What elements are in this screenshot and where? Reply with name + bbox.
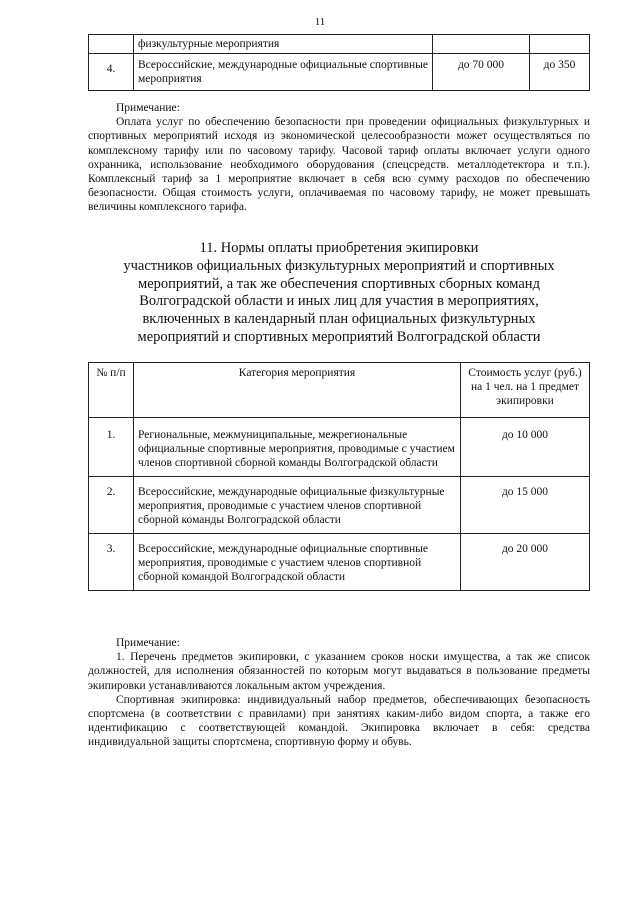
table-row [89, 418, 590, 477]
header-number: № п/п [89, 363, 134, 418]
price: до 20 000 [461, 534, 590, 591]
note-paragraph: Спортивная экипировка: индивидуальный набор предметов, обеспечивающих безопасность спортсмена (в соответствии с правилами) при занятиях каким-либо видом спорта, а также его идентификацию с соответствующей командой. Экипировка включает в себя: средства индивидуальной защиты спортсмена, спортивную форму и обувь. [88, 693, 590, 749]
complex-tariff [433, 35, 530, 54]
row-number [89, 35, 134, 54]
equipment-norms-table [88, 362, 590, 591]
note-paragraph: 1. Перечень предметов экипировки, с указанием сроков носки имущества, а так же список должностей, для исполнения обязанностей по которым могут выдаваться в пользование предметы экипировки устанавливаются локальным актом учреждения. [88, 651, 590, 692]
table-header-row [89, 363, 590, 418]
title-line: участников официальных физкультурных мероприятий и спортивных [123, 257, 555, 274]
hourly-tariff [530, 35, 590, 54]
table-row [89, 534, 590, 591]
title-line: 11. Нормы оплаты приобретения экипировки [199, 240, 479, 256]
note-label: Примечание: [116, 637, 180, 649]
page-number: 11 [314, 16, 326, 28]
table-row [89, 54, 590, 91]
header-price: Стоимость услуг (руб.) на 1 чел. на 1 предмет экипировки [461, 363, 590, 418]
row-number: 4. [89, 54, 134, 91]
price: до 15 000 [461, 477, 590, 534]
event-category: Всероссийские, международные официальные спортивные мероприятия [134, 54, 433, 91]
hourly-tariff: до 350 [530, 54, 590, 91]
security-fees-table-continued [88, 34, 590, 91]
note-2 [88, 636, 590, 750]
title-line: Волгоградской области и иных лиц для участия в мероприятиях, [139, 293, 539, 310]
note-text: Оплата услуг по обеспечению безопасности при проведении официальных физкультурных и спортивных мероприятий исходя из экономической целесообразности может осуществляться по комплексному тарифу или по часовому тарифу. Часовой тариф оплаты включает услуги одного охранника, использование необходимого оборудования (спецсредств. металлодетектора и т.п.). Комплексный тариф за 1 мероприятие включает в себя всю сумму расходов по обеспечению безопасности. Общая стоимость услуги, оплачиваемая по часовому тарифу, не может превышать величины комплексного тарифа. [88, 116, 590, 214]
title-line: мероприятий и спортивных мероприятий Волгоградской области [137, 328, 541, 345]
event-category: физкультурные мероприятия [134, 35, 433, 54]
section-title [88, 240, 590, 347]
note-1 [88, 101, 590, 215]
header-category: Категория мероприятия [134, 363, 461, 418]
table-row [89, 35, 590, 54]
note-label: Примечание: [116, 102, 180, 114]
row-number: 1. [89, 418, 134, 477]
row-number: 2. [89, 477, 134, 534]
table-row [89, 477, 590, 534]
event-category: Всероссийские, международные официальные спортивные мероприятия, проводимые с участием членов спортивной сборной командой Волгоградской области [134, 534, 461, 591]
event-category: Всероссийские, международные официальные физкультурные мероприятия, проводимые с участием членов спортивной сборной команды Волгоградской области [134, 477, 461, 534]
row-number: 3. [89, 534, 134, 591]
complex-tariff: до 70 000 [433, 54, 530, 91]
event-category: Региональные, межмуниципальные, межрегиональные официальные спортивные мероприятия, проводимые с участием членов спортивной сборной команды Волгоградской области [134, 418, 461, 477]
title-line: включенных в календарный план официальных физкультурных [142, 311, 536, 328]
price: до 10 000 [461, 418, 590, 477]
title-line: мероприятий, а так же обеспечения спортивных сборных команд [138, 275, 540, 292]
